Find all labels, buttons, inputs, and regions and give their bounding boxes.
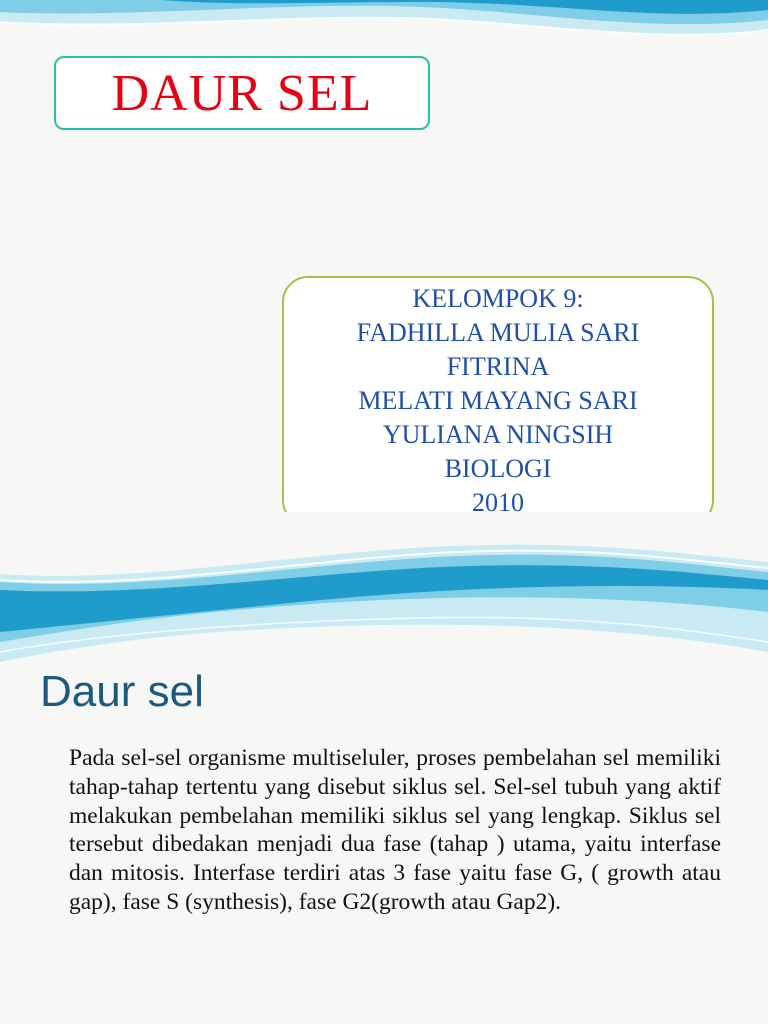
slide-2 (0, 512, 768, 1024)
wave-decoration (0, 512, 768, 662)
member-name: FADHILLA MULIA SARI (356, 318, 640, 347)
title-box (54, 56, 430, 130)
slide-title: DAUR SEL (111, 64, 373, 122)
department: BIOLOGI (444, 454, 552, 483)
section-heading: Daur sel (40, 667, 204, 716)
group-info-box (282, 276, 714, 512)
member-name: YULIANA NINGSIH (382, 420, 614, 449)
year: 2010 (472, 488, 524, 512)
member-name: MELATI MAYANG SARI (358, 386, 638, 415)
body-paragraph: Pada sel-sel organisme multiseluler, proses pembelahan sel memiliki tahap-tahap tertentu yang disebut siklus sel. Sel-sel tubuh yang aktif melakukan pembelahan memiliki siklus sel yang lengkap. Siklus sel tersebut dibedakan menjadi dua fase (tahap ) utama, yaitu interfase dan mitosis. Interfase terdiri atas 3 fase yaitu fase G, ( growth atau gap), fase S (synthesis), fase G2(growth atau Gap2). (69, 745, 721, 915)
group-label: KELOMPOK 9: (412, 284, 584, 313)
member-name: FITRINA (446, 352, 550, 381)
